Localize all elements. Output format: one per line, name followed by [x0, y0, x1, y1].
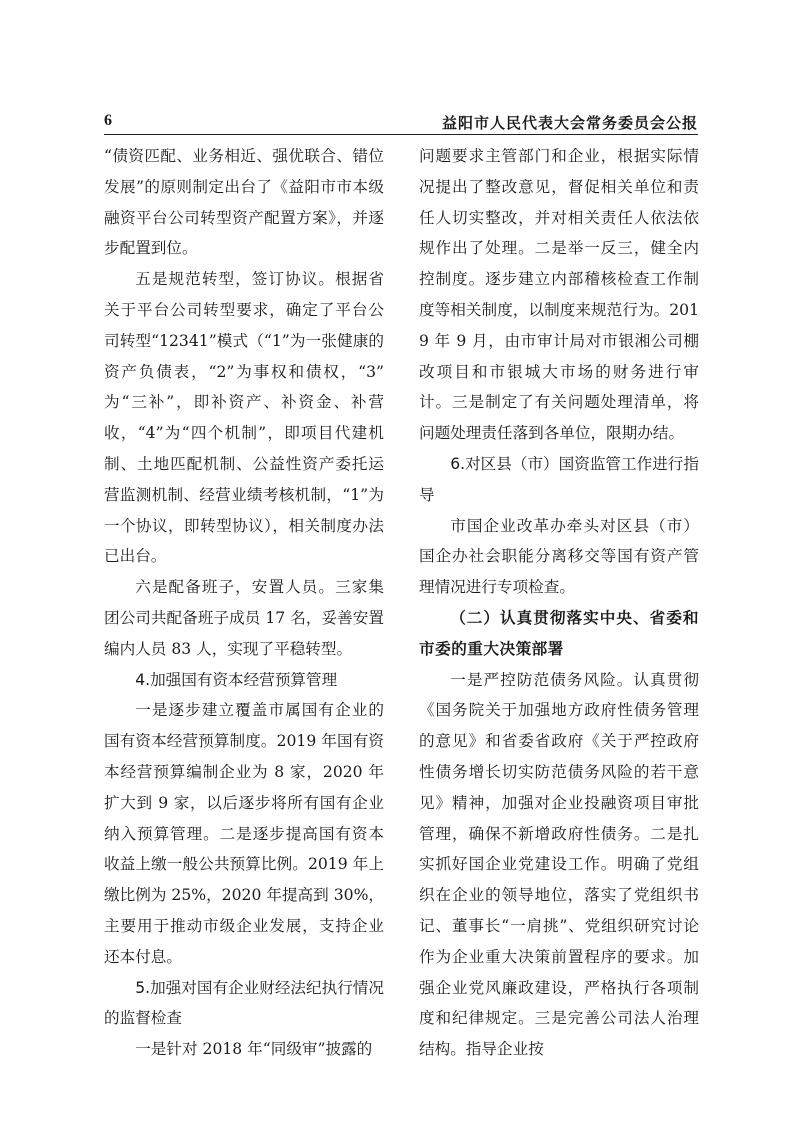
page-header — [104, 110, 698, 136]
paragraph: 市国企业改革办牵头对区县（市）国企办社会职能分离移交等国有资产管理情况进行专项检查。 — [419, 516, 699, 597]
section-heading: （二）认真贯彻落实中央、省委和市委的重大决策部署 — [419, 608, 699, 658]
journal-title: 益阳市人民代表大会常务委员会公报 — [441, 114, 698, 132]
page-number: 6 — [104, 112, 112, 129]
paragraph: 六是配备班子，安置人员。三家集团公司共配备班子成员 17 名，妥善安置编内人员 83 人，实现了平稳转型。 — [104, 578, 384, 658]
header-rule — [104, 134, 698, 135]
paragraph: 一是严控防范债务风险。认真贯彻《国务院关于加强地方政府性债务管理的意见》和省委省政府《关于严控政府性债务增长切实防范债务风险的若干意见》精神，加强对企业投融资项目审批管理，确保不新增政府性债务。二是扎实抓好国企业党建设工作。明确了党组织在企业的领导地位，落实了党组织书记、董事长“一肩挑”、党组织研究讨论作为企业重大决策前置程序的要求。加强企业党风廉政建设，严格执行各项制度和纪律规定。三是完善公司法人治理结构。指导企业按 — [419, 670, 699, 1059]
paragraph: 问题要求主管部门和企业，根据实际情况提出了整改意见，督促相关单位和责任人切实整改，并对相关责任人依法依规作出了处理。二是举一反三，健全内控制度。逐步建立内部稽核检查工作制度等相关制度，以制度来规范行为。2019 年 9 月，由市审计局对市银湘公司棚改项目和市银城大市场的财务进行审计。三是制定了有关问题处理清单，将问题处理责任落到各单位，限期办结。 — [419, 147, 699, 443]
paragraph: “债资匹配、业务相近、强优联合、错位发展”的原则制定出台了《益阳市市本级融资平台公司转型资产配置方案》，并逐步配置到位。 — [104, 147, 384, 258]
section-subheading: 4.加强国有资本经营预算管理 — [135, 670, 338, 689]
paragraph: 五是规范转型，签订协议。根据省关于平台公司转型要求，确定了平台公司转型“12341”模式（“1”为一张健康的资产负债表，“2”为事权和债权，“3” 为“三补”，即补资产、补资金、补营收，“4”为“四个机制”，即项目代建机制、土地匹配机制、公益性资产委托运营监测机制、经营业绩考核机制，“1”为一个协议，即转型协议），相关制度办法已出台。 — [104, 270, 384, 566]
paragraph: 一是针对 2018 年“同级审”披露的 — [135, 1040, 373, 1059]
section-subheading: 6.对区县（市）国资监管工作进行指导 — [419, 454, 699, 504]
left-column — [104, 141, 384, 1065]
section-subheading: 5.加强对国有企业财经法纪执行情况的监督检查 — [104, 978, 384, 1028]
paragraph: 一是逐步建立覆盖市属国有企业的国有资本经营预算制度。2019 年国有资本经营预算编制企业为 8 家，2020 年扩大到 9 家，以后逐步将所有国有企业纳入预算管理。二是逐步提高国有资本收益上缴一般公共预算比例。2019 年上缴比例为 25%，2020 年提高到 30%，主要用于推动市级企业发展，支持企业还本付息。 — [104, 701, 384, 966]
right-column — [419, 141, 699, 1065]
